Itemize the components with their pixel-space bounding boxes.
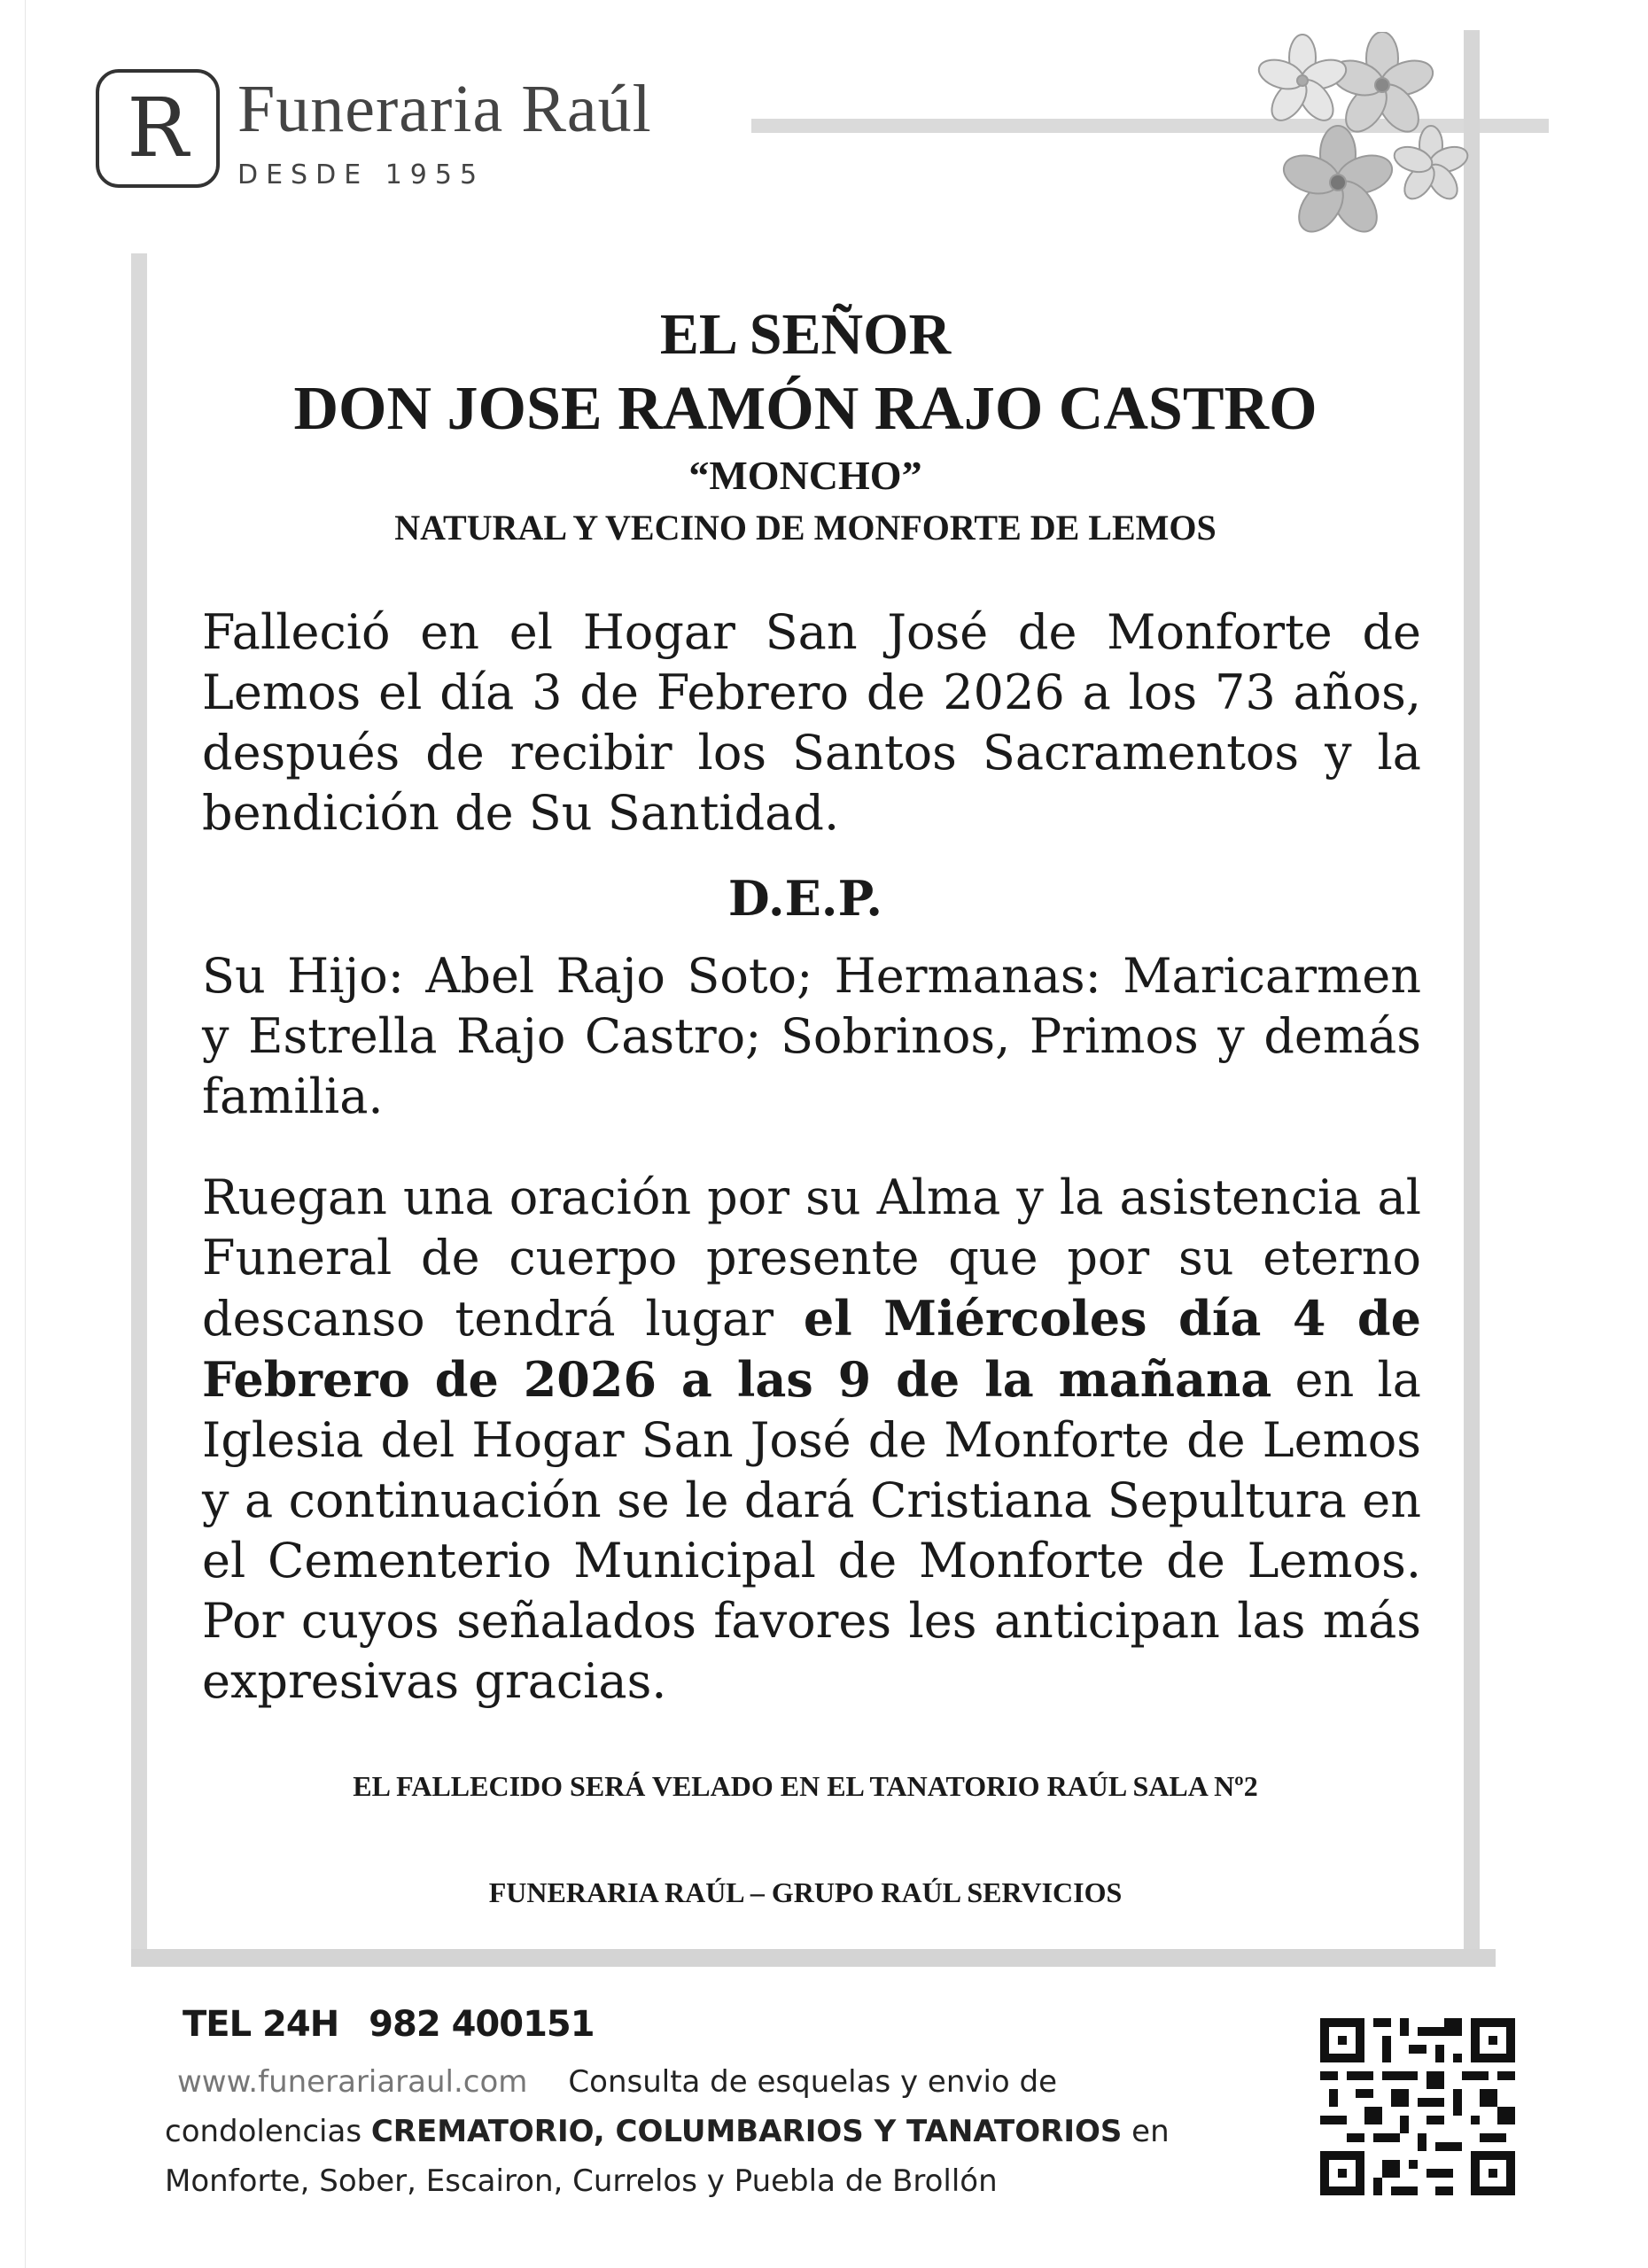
vigil-line: EL FALLECIDO SERÁ VELADO EN EL TANATORIO RAÚL SALA Nº2 <box>353 1770 1258 1802</box>
contact-row-3 <box>165 2156 1317 2206</box>
frame-bottom-border <box>131 1949 1496 1967</box>
contact-text-b: condolencias <box>165 2114 371 2149</box>
brand-name: Funeraria Raúl <box>237 72 652 146</box>
origin-line: NATURAL Y VECINO DE MONFORTE DE LEMOS <box>394 508 1217 548</box>
contact-text-c: en <box>1122 2114 1170 2149</box>
logo-icon <box>96 69 220 188</box>
funeral-rest: en la Iglesia del Hogar San José de Monforte de Lemos y a continuación se le dará Cristiana Sepultura en el Cementerio Municipal de Monforte de Lemos. Por cuyos señalados favores les anticipan las más expresivas gracias. <box>202 1352 1421 1709</box>
services-text: CREMATORIO, COLUMBARIOS Y TANATORIOS <box>370 2114 1123 2149</box>
page-edge <box>25 0 26 2268</box>
nickname: “MONCHO” <box>688 453 922 498</box>
deceased-name: DON JOSE RAMÓN RAJO CASTRO <box>293 375 1318 443</box>
logo-letter: R <box>127 81 189 175</box>
locations-text: Monforte, Sober, Escairon, Currelos y Puebla de Brollón <box>165 2163 998 2199</box>
brand-since: DESDE 1955 <box>237 159 486 190</box>
frame-left-border <box>131 253 147 1963</box>
flower-decoration-icon <box>1205 32 1471 271</box>
title-line-1: EL SEÑOR <box>659 302 952 367</box>
footer-line: FUNERARIA RAÚL – GRUPO RAÚL SERVICIOS <box>488 1876 1123 1908</box>
website-link[interactable]: www.funerariaraul.com <box>177 2064 528 2100</box>
death-paragraph: Falleció en el Hogar San José de Monforte de Lemos el día 3 de Febrero de 2026 a los 73 años, después de recibir los Santos Sacramentos y la bendición de Su Santidad. <box>202 604 1421 841</box>
dep-line: D.E.P. <box>727 870 883 927</box>
funeral-intro: Ruegan una oración por su Alma y la asistencia al Funeral de cuerpo presente que por su eterno descanso tendrá lugar <box>202 1169 1421 1347</box>
contact-info <box>165 2057 1317 2206</box>
frame-right-border <box>1464 30 1480 1951</box>
funeral-paragraph <box>202 1168 1421 1712</box>
contact-row-1 <box>165 2057 1317 2107</box>
family-paragraph: Su Hijo: Abel Rajo Soto; Hermanas: Maricarmen y Estrella Rajo Castro; Sobrinos, Primos y demás familia. <box>202 948 1421 1124</box>
funeral-datetime: el Miércoles día 4 de Febrero de 2026 a las 9 de la mañana <box>202 1290 1422 1408</box>
contact-text-a: Consulta de esquelas y envio de <box>568 2064 1058 2100</box>
phone-label: TEL 24H <box>183 2004 339 2045</box>
qr-code-icon[interactable] <box>1320 2018 1515 2195</box>
phone-line <box>183 2004 595 2045</box>
contact-row-2 <box>165 2107 1317 2156</box>
phone-number[interactable]: 982 400151 <box>369 2004 595 2045</box>
